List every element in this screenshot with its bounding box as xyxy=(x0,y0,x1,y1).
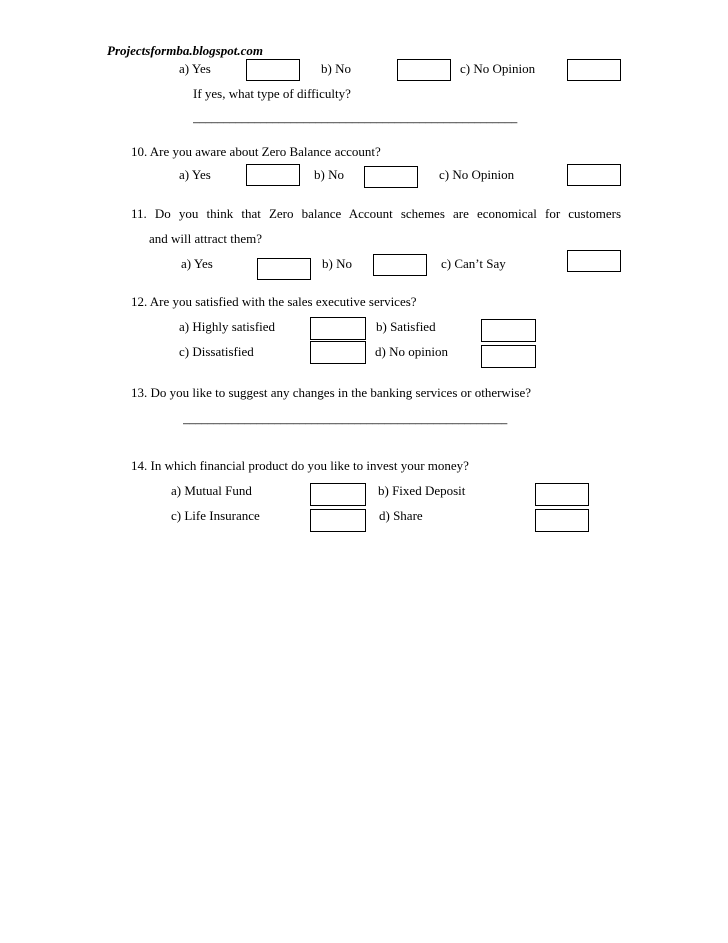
q11-option-c: c) Can’t Say xyxy=(441,256,506,271)
q12-option-c: c) Dissatisfied xyxy=(179,344,254,359)
q10-checkbox-a[interactable] xyxy=(246,164,300,186)
q12-option-d: d) No opinion xyxy=(375,344,448,359)
q14-option-d: d) Share xyxy=(379,508,423,523)
q12-option-a: a) Highly satisfied xyxy=(179,319,276,334)
q14-checkbox-d[interactable] xyxy=(535,509,589,532)
q12-checkbox-b[interactable] xyxy=(481,319,536,342)
q13-answer-line[interactable]: _____________________________________________________ xyxy=(183,413,508,425)
q11-checkbox-a[interactable] xyxy=(257,258,311,280)
q14-checkbox-b[interactable] xyxy=(535,483,589,506)
q9-checkbox-a[interactable] xyxy=(246,59,300,81)
q10-question: 10. Are you aware about Zero Balance account? xyxy=(131,144,381,159)
q9-checkbox-b[interactable] xyxy=(397,59,451,81)
q11-question-line1: 11. Do you think that Zero balance Account schemes are economical for customers xyxy=(131,206,621,221)
q11-option-a: a) Yes xyxy=(181,256,213,271)
q14-option-a: a) Mutual Fund xyxy=(171,483,252,498)
q10-option-a: a) Yes xyxy=(179,167,211,182)
q14-question: 14. In which financial product do you like to invest your money? xyxy=(131,458,469,473)
q10-option-c: c) No Opinion xyxy=(439,167,515,182)
q9-checkbox-c[interactable] xyxy=(567,59,621,81)
q12-checkbox-a[interactable] xyxy=(310,317,366,340)
q12-checkbox-c[interactable] xyxy=(310,341,366,364)
q11-option-b: b) No xyxy=(322,256,352,271)
q12-checkbox-d[interactable] xyxy=(481,345,536,368)
q11-checkbox-c[interactable] xyxy=(567,250,621,272)
q9-option-a: a) Yes xyxy=(179,61,211,76)
q12-question: 12. Are you satisfied with the sales executive services? xyxy=(131,294,417,309)
q10-checkbox-b[interactable] xyxy=(364,166,418,188)
q13-question: 13. Do you like to suggest any changes in the banking services or otherwise? xyxy=(131,385,532,400)
q11-checkbox-b[interactable] xyxy=(373,254,427,276)
q14-checkbox-c[interactable] xyxy=(310,509,366,532)
q14-option-b: b) Fixed Deposit xyxy=(378,483,466,498)
q9-answer-line[interactable]: _____________________________________________________ xyxy=(193,112,518,124)
q9-followup: If yes, what type of difficulty? xyxy=(193,86,351,101)
q12-option-b: b) Satisfied xyxy=(376,319,436,334)
q10-option-b: b) No xyxy=(314,167,344,182)
q14-checkbox-a[interactable] xyxy=(310,483,366,506)
q11-question-line2: and will attract them? xyxy=(149,231,262,246)
q14-option-c: c) Life Insurance xyxy=(171,508,260,523)
q9-option-c: c) No Opinion xyxy=(460,61,536,76)
q10-checkbox-c[interactable] xyxy=(567,164,621,186)
q9-option-b: b) No xyxy=(321,61,351,76)
site-header: Projectsformba.blogspot.com xyxy=(107,43,263,58)
